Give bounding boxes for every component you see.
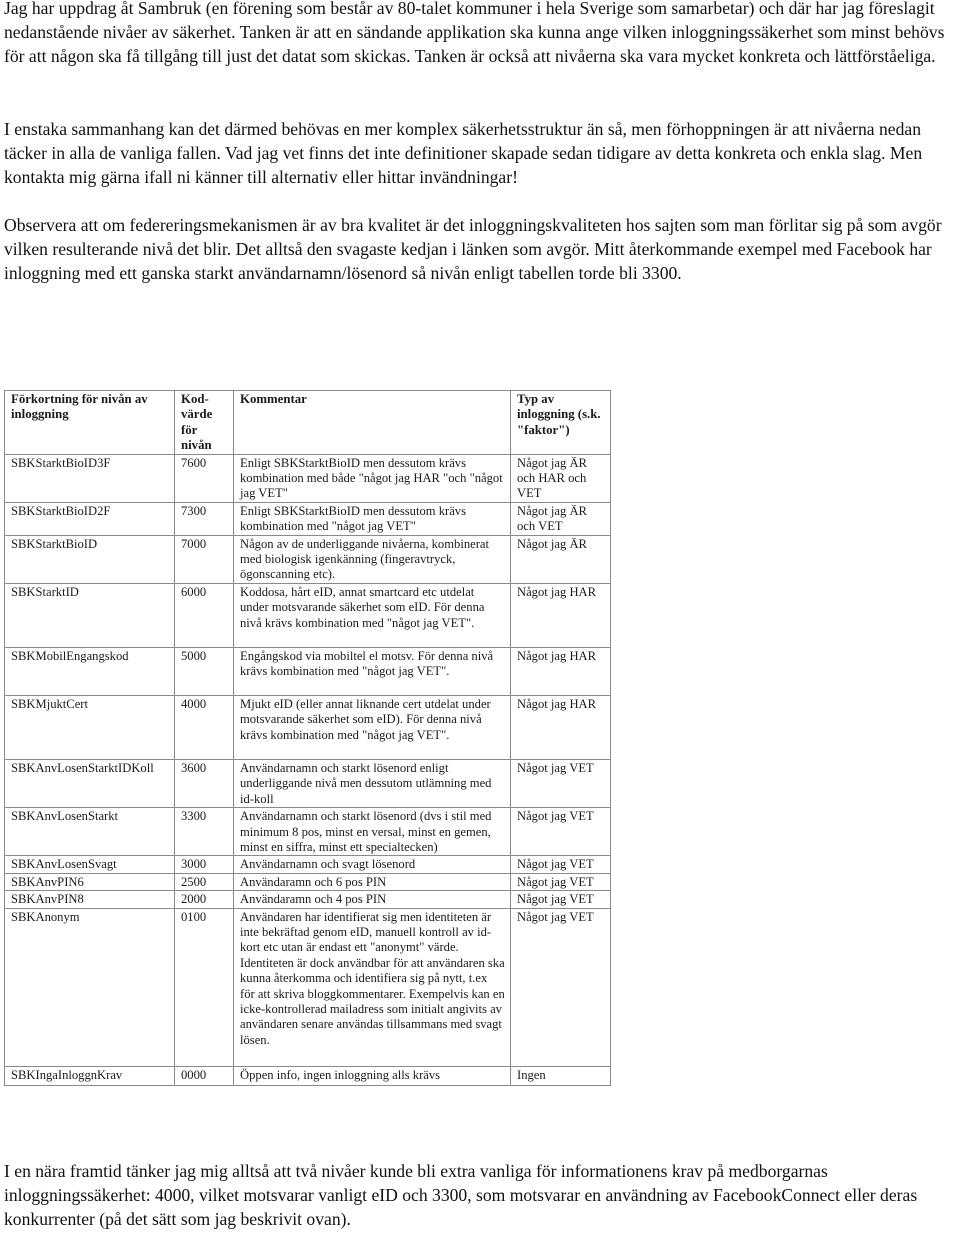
level-abbreviation: SBKStarktBioID2F: [5, 502, 175, 535]
level-comment: Enligt SBKStarktBioID men dessutom krävs kombination med både "något jag HAR "och "något jag VET": [234, 454, 511, 502]
level-comment: Användaramn och 4 pos PIN: [234, 891, 511, 908]
level-code: 2000: [175, 891, 234, 908]
login-type: Något jag HAR: [511, 695, 611, 759]
level-comment: Öppen info, ingen inloggning alls krävs: [234, 1066, 511, 1085]
header-abbreviation: Förkortning för nivån av inloggning: [5, 391, 175, 455]
level-comment: Användarnamn och svagt lösenord: [234, 856, 511, 873]
level-comment: Enligt SBKStarktBioID men dessutom krävs kombination med "något jag VET": [234, 502, 511, 535]
table-row: [5, 502, 611, 535]
table-row: [5, 1066, 611, 1085]
level-abbreviation: SBKAnonym: [5, 908, 175, 1066]
level-abbreviation: SBKStarktBioID3F: [5, 454, 175, 502]
level-comment: Användaren har identifierat sig men identiteten är inte bekräftad genom eID, manuell kontroll av id-kort etc utan är endast ett "anonymt" värde. Identiteten är dock användbar för att användaren ska kunna återkomma och identifiera sig på nytt, t.ex för att skriva bloggkommentarer. Exempelvis kan en icke-kontrollerad mailadress som initialt angivits av användaren senare användas tillsammans med svagt lösen.: [234, 908, 511, 1066]
level-code: 5000: [175, 647, 234, 695]
table-row: [5, 695, 611, 759]
level-code: 4000: [175, 695, 234, 759]
level-comment: Användarnamn och starkt lösenord enligt underliggande nivå men dessutom utlämning med id-koll: [234, 759, 511, 807]
level-abbreviation: SBKAnvPIN6: [5, 873, 175, 890]
login-type: Något jag VET: [511, 856, 611, 873]
level-abbreviation: SBKStarktBioID: [5, 535, 175, 583]
header-code-value: Kod-värde för nivån: [175, 391, 234, 455]
table-row: [5, 583, 611, 647]
table-body: [5, 454, 611, 1085]
login-type: Något jag VET: [511, 808, 611, 856]
level-code: 3000: [175, 856, 234, 873]
login-type: Ingen: [511, 1066, 611, 1085]
level-abbreviation: SBKAnvLosenStarkt: [5, 808, 175, 856]
table-row: [5, 759, 611, 807]
login-type: Något jag HAR: [511, 583, 611, 647]
login-type: Något jag ÄR och VET: [511, 502, 611, 535]
level-abbreviation: SBKMobilEngangskod: [5, 647, 175, 695]
table-row: [5, 873, 611, 890]
table-row: [5, 647, 611, 695]
login-type: Något jag ÄR: [511, 535, 611, 583]
level-abbreviation: SBKIngaInloggnKrav: [5, 1066, 175, 1085]
table-row: [5, 908, 611, 1066]
level-code: 0000: [175, 1066, 234, 1085]
level-code: 6000: [175, 583, 234, 647]
level-abbreviation: SBKAnvLosenStarktIDKoll: [5, 759, 175, 807]
level-code: 3600: [175, 759, 234, 807]
login-type: Något jag VET: [511, 873, 611, 890]
table-row: [5, 891, 611, 908]
level-comment: Mjukt eID (eller annat liknande cert utdelat under motsvarande säkerhet som eID). För denna nivå krävs kombination med "något jag VET".: [234, 695, 511, 759]
login-type: Något jag VET: [511, 891, 611, 908]
level-abbreviation: SBKMjuktCert: [5, 695, 175, 759]
federation-paragraph: Observera att om federeringsmekanismen är av bra kvalitet är det inloggningskvaliteten hos sajten som man förlitar sig på som avgör vilken resulterande nivå det blir. Det alltså den svagaste kedjan i länken som avgör. Mitt återkommande exempel med Facebook har inloggning med ett ganska starkt användarnamn/lösenord så nivån enligt tabellen torde bli 3300.: [4, 215, 942, 283]
level-abbreviation: SBKAnvPIN8: [5, 891, 175, 908]
level-comment: Användarnamn och starkt lösenord (dvs i stil med minimum 8 pos, minst en versal, minst en gemen, minst en siffra, minst ett specialtecken): [234, 808, 511, 856]
level-comment: Engångskod via mobiltel el motsv. För denna nivå krävs kombination med "något jag VET".: [234, 647, 511, 695]
level-comment: Någon av de underliggande nivåerna, kombinerat med biologisk igenkänning (fingeravtryck, ögonscanning etc).: [234, 535, 511, 583]
header-comment: Kommentar: [234, 391, 511, 455]
login-type: Något jag VET: [511, 908, 611, 1066]
header-login-type: Typ av inloggning (s.k. "faktor"): [511, 391, 611, 455]
intro-paragraph: Jag har uppdrag åt Sambruk (en förening som består av 80-talet kommuner i hela Sverige som samarbetar) och där har jag föreslagit nedanstående nivåer av säkerhet. Tanken är att en sändande applikation ska kunna ange vilken inloggningssäkerhet som minst behövs för att någon ska få tillgång till just det datat som skickas. Tanken är också att nivåerna ska vara mycket konkreta och lättförståeliga.: [4, 0, 945, 66]
level-code: 3300: [175, 808, 234, 856]
level-code: 0100: [175, 908, 234, 1066]
level-abbreviation: SBKAnvLosenSvagt: [5, 856, 175, 873]
table-row: [5, 535, 611, 583]
level-code: 7300: [175, 502, 234, 535]
level-comment: Användaramn och 6 pos PIN: [234, 873, 511, 890]
level-code: 7600: [175, 454, 234, 502]
level-code: 2500: [175, 873, 234, 890]
login-type: Något jag VET: [511, 759, 611, 807]
login-type: Något jag ÄR och HAR och VET: [511, 454, 611, 502]
table-row: [5, 454, 611, 502]
table-header-row: [5, 391, 611, 455]
level-comment: Koddosa, hårt eID, annat smartcard etc utdelat under motsvarande säkerhet som eID. För denna nivå krävs kombination med "något jag VET".: [234, 583, 511, 647]
login-type: Något jag HAR: [511, 647, 611, 695]
complexity-paragraph: I enstaka sammanhang kan det därmed behövas en mer komplex säkerhetsstruktur än så, men förhoppningen är att nivåerna nedan täcker in alla de vanliga fallen. Vad jag vet finns det inte definitioner skapade sedan tidigare av detta konkreta och enkla slag. Men kontakta mig gärna ifall ni känner till alternativ eller hittar invändningar!: [4, 119, 923, 187]
table-row: [5, 808, 611, 856]
table-row: [5, 856, 611, 873]
conclusion-paragraph: I en nära framtid tänker jag mig alltså att två nivåer kunde bli extra vanliga för informationens krav på medborgarnas inloggningssäkerhet: 4000, vilket motsvarar vanligt eID och 3300, som motsvarar en användning av FacebookConnect eller deras konkurrenter (på det sätt som jag beskrivit ovan).: [4, 1161, 918, 1229]
security-levels-table: [4, 390, 611, 1086]
level-abbreviation: SBKStarktID: [5, 583, 175, 647]
level-code: 7000: [175, 535, 234, 583]
